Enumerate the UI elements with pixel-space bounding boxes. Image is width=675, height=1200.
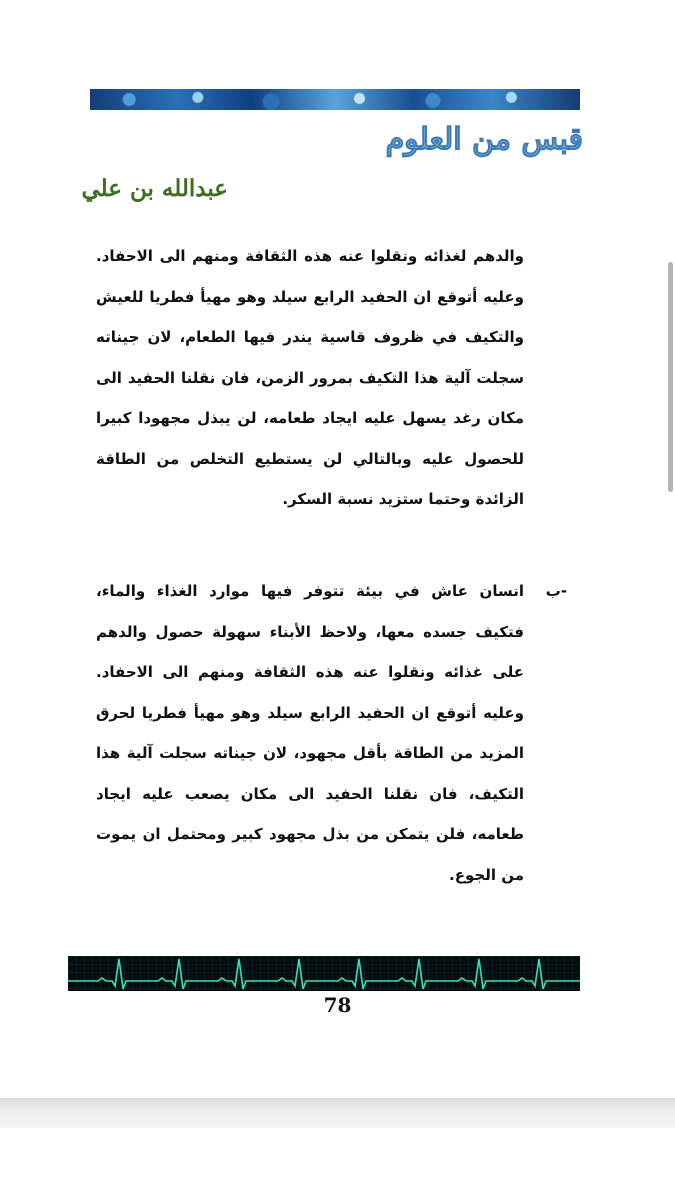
header-decorative-banner	[90, 89, 580, 110]
article-paragraph-1: والدهم لغذائه ونقلوا عنه هذه الثقافة ومنهم الى الاحفاد. وعليه أتوقع ان الحفيد الرابع سيلد وهو مهيأ فطريا للعيش والتكيف في ظروف قاسية يندر فيها الطعام، لان جيناته سجلت آلية هذا التكيف بمرور الزمن، فان نقلنا الحفيد الى مكان رغد يسهل عليه ايجاد طعامه، لن يبذل مجهودا كبيرا للحصول عليه وبالتالي لن يستطيع التخلص من الطاقة الزائدة وحتما ستزيد نسبة السكر.	[96, 247, 524, 508]
page-number: 78	[323, 993, 352, 1017]
page-separator	[0, 1098, 675, 1128]
author-name: عبدالله بن علي	[81, 175, 228, 202]
scrollbar-thumb[interactable]	[668, 262, 673, 492]
viewer-background	[0, 1128, 675, 1200]
footer-ecg-banner	[68, 956, 580, 991]
ecg-wave-graphic	[68, 956, 580, 991]
magazine-title: قبس من العلوم	[385, 122, 583, 157]
article-paragraph-2: انسان عاش في بيئة تتوفر فيها موارد الغذاء والماء، فتكيف جسده معها، ولاحظ الأبناء سهولة حصول والدهم على غذائه ونقلوا عنه هذه الثقافة ومنهم الى الاحفاد. وعليه أتوقع ان الحفيد الرابع سيلد وهو مهيأ فطريا لحرق المزيد من الطاقة بأقل مجهود، لان جيناته سجلت آلية هذا التكيف، فان نقلنا الحفيد الى مكان يصعب عليه ايجاد طعامه، فلن يتمكن من بذل مجهود كبير ومحتمل ان يموت من الجوع.	[96, 582, 524, 884]
list-item-marker: ب-	[545, 582, 567, 600]
